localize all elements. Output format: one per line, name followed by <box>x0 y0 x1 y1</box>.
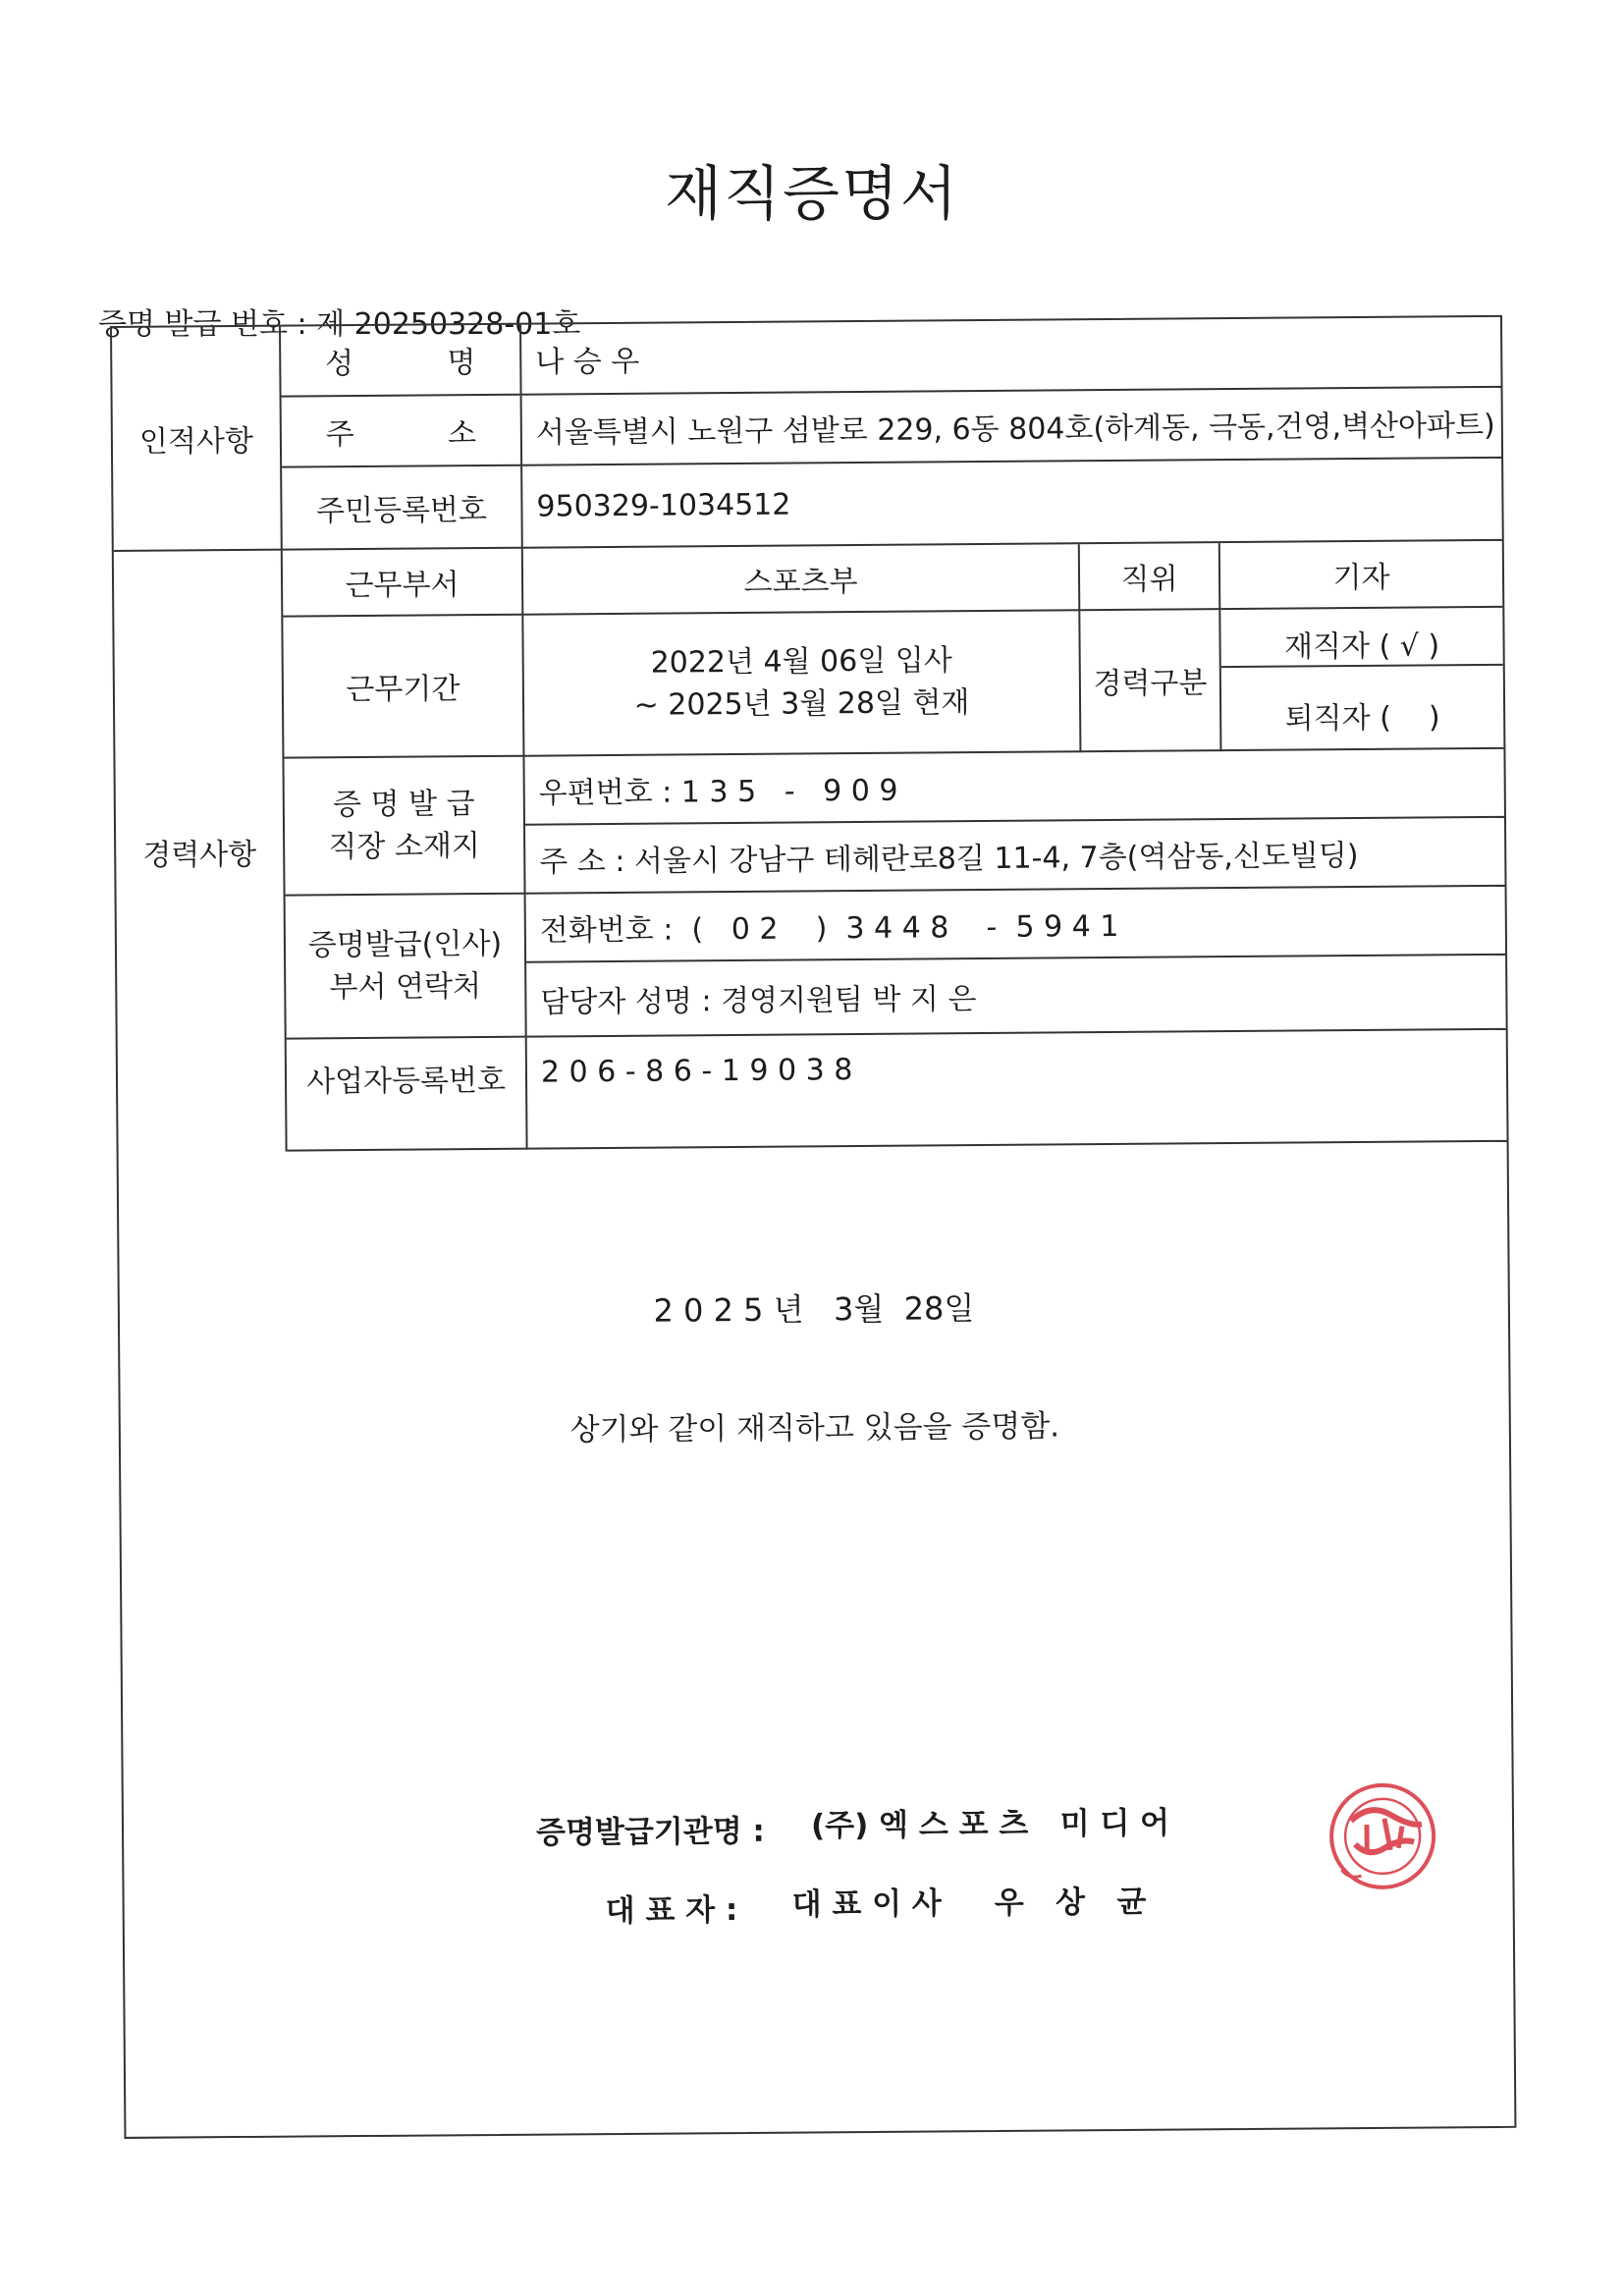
manager-name: 담당자 성명 : 경영지원팀 박 지 은 <box>526 956 1506 1038</box>
address-label: 주 소 <box>282 396 523 468</box>
issue-number: 증명 발급 번호 : 제 20250328-01호 <box>98 307 581 342</box>
employed-option: 재직자 ( √ ) <box>1220 621 1502 668</box>
classification-label: 경력구분 <box>1080 610 1221 752</box>
document-title: 재직증명서 <box>665 160 959 229</box>
issuer-label-line1: 증 명 발 급 <box>332 786 475 822</box>
rrn-value: 950329-1034512 <box>522 459 1502 549</box>
name-label: 성 명 <box>281 325 522 398</box>
company-seal-stamp <box>1312 1761 1460 1909</box>
rrn-label: 주민등록번호 <box>282 466 523 551</box>
address-value: 서울특별시 노원구 섬밭로 229, 6동 804호(하계동, 극동,건영,벽산아파트) <box>522 388 1502 466</box>
issuer-label-line2: 직장 소재지 <box>328 829 481 865</box>
info-table <box>112 317 1507 1153</box>
postal-code: 우편번호 : 1 3 5 - 9 0 9 <box>524 749 1504 826</box>
contact-label-line2: 부서 연락처 <box>329 969 482 1006</box>
period-end: ~ 2025년 3월 28일 현재 <box>633 685 970 723</box>
department-value: 스포츠부 <box>523 544 1081 615</box>
career-section-label: 경력사항 <box>114 551 288 1153</box>
period-value <box>523 611 1081 756</box>
personal-section-label: 인적사항 <box>112 327 283 552</box>
classification-options <box>1220 608 1503 751</box>
issue-date: 2 0 2 5 년 3월 28일 <box>653 1289 975 1330</box>
representative-value: 대 표 이 사 우 상 균 <box>791 1884 1147 1923</box>
phone-number: 전화번호 : ( 0 2 ) 3 4 4 8 - 5 9 4 1 <box>526 887 1506 963</box>
certification-statement: 상기와 같이 재직하고 있음을 증명함. <box>569 1408 1060 1449</box>
representative-label: 대 표 자 : <box>605 1892 738 1930</box>
department-label: 근무부서 <box>283 549 524 618</box>
position-label: 직위 <box>1080 543 1221 611</box>
period-start: 2022년 4월 06일 입사 <box>650 642 952 681</box>
contact-label <box>286 895 527 1040</box>
name-value: 나 승 우 <box>521 317 1501 396</box>
position-value: 기자 <box>1220 541 1503 610</box>
issuer-org-value: (주) 엑 스 포 츠 미 디 어 <box>810 1805 1170 1844</box>
biz-reg-label: 사업자등록번호 <box>287 1038 528 1152</box>
workplace-address: 주 소 : 서울시 강남구 테헤란로8길 11-4, 7층(역삼동,신도빌딩) <box>525 818 1505 895</box>
certificate-frame <box>110 315 1516 2139</box>
contact-label-line1: 증명발급(인사) <box>307 926 503 962</box>
biz-reg-value: 2 0 6 - 8 6 - 1 9 0 3 8 <box>527 1030 1507 1150</box>
issuer-org-label: 증명발급기관명 : <box>535 1813 766 1851</box>
issuer-location-label <box>284 757 525 897</box>
period-label: 근무기간 <box>283 616 524 759</box>
retired-option: 퇴직자 ( ) <box>1284 700 1440 737</box>
